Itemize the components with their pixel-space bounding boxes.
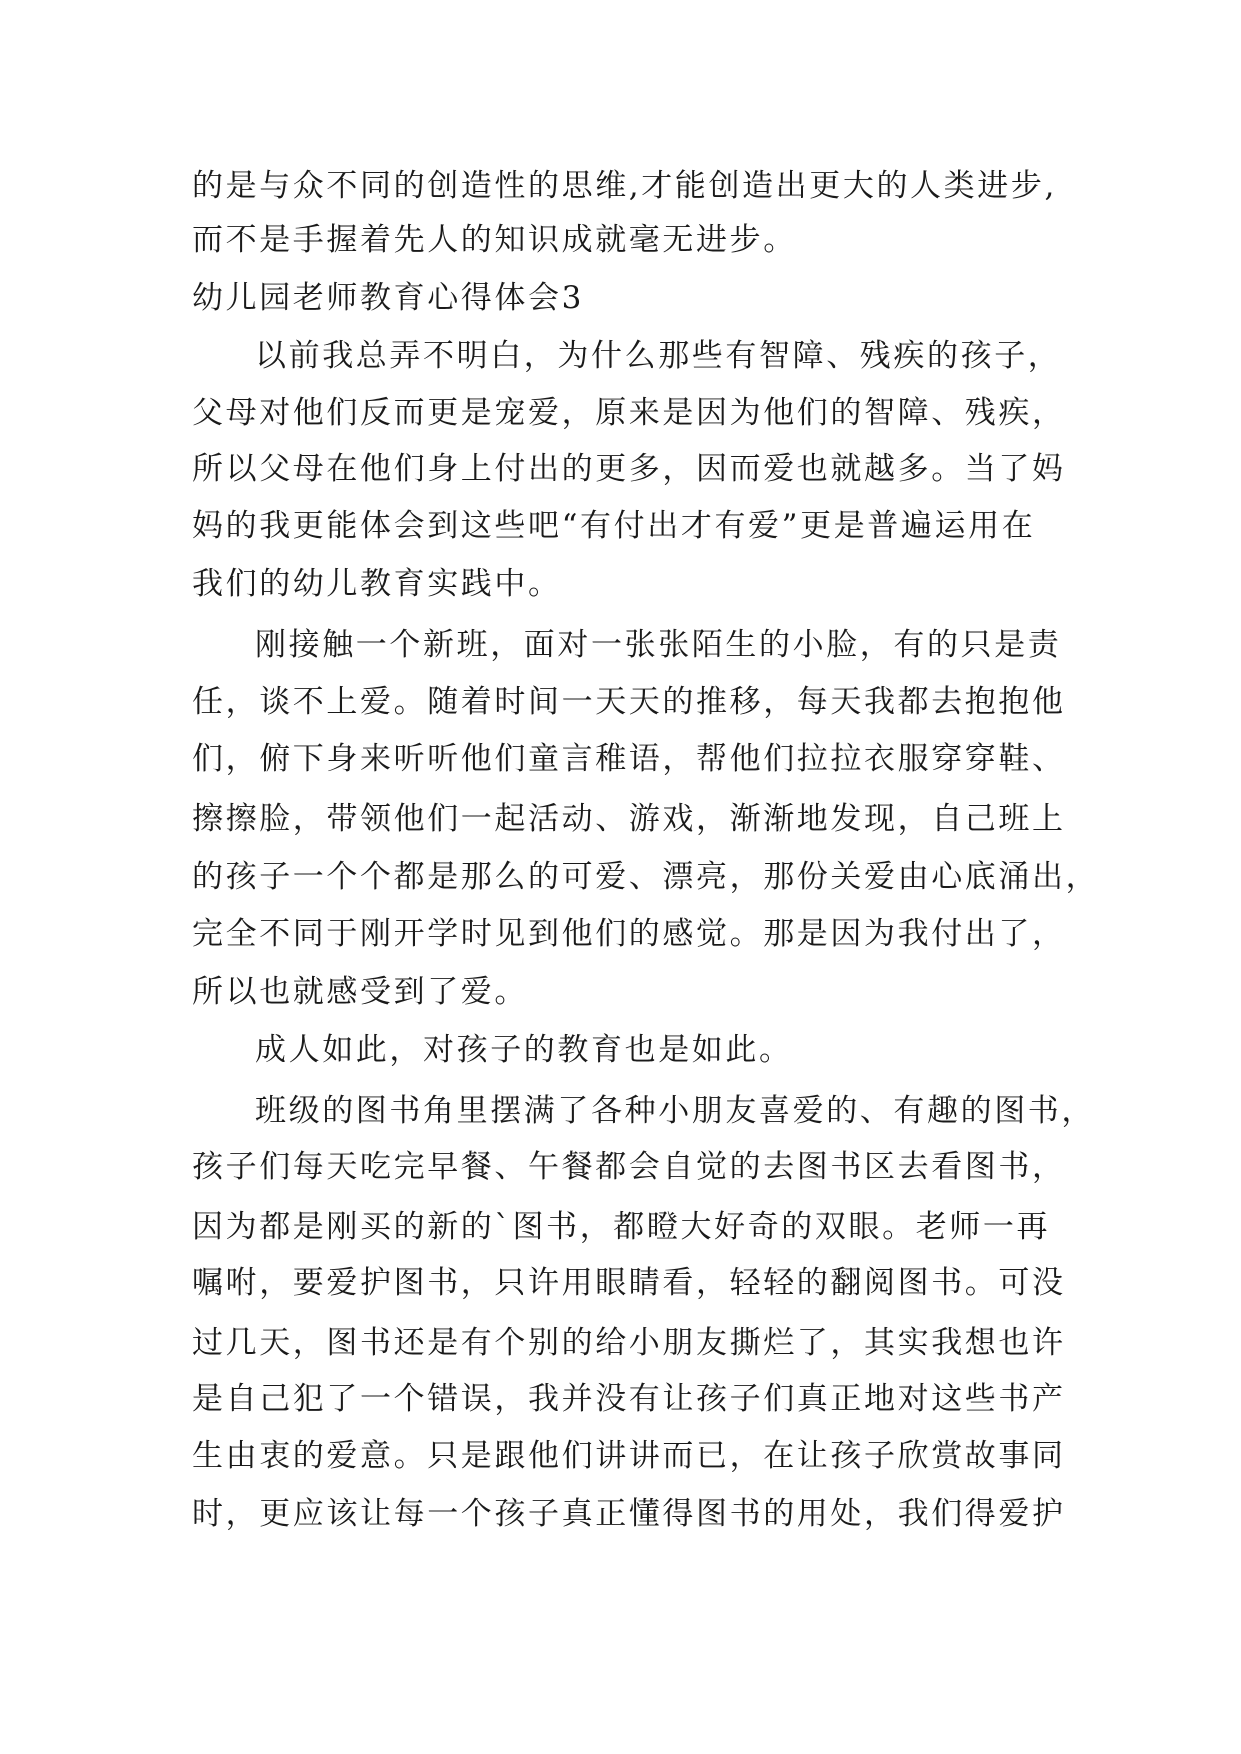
text-line: 的孩子一个个都是那么的可爱、漂亮，那份关爱由心底涌出， xyxy=(192,859,1100,895)
text-line: 所以父母在他们身上付出的更多，因而爱也就越多。当了妈 xyxy=(192,451,1066,487)
text-line: 父母对他们反而更是宠爱，原来是因为他们的智障、残疾， xyxy=(192,395,1066,431)
text-line: 的是与众不同的创造性的思维,才能创造出更大的人类进步, xyxy=(192,168,1057,204)
text-line: 成人如此，对孩子的教育也是如此。 xyxy=(255,1032,793,1068)
text-line: 我们的幼儿教育实践中。 xyxy=(192,566,562,602)
text-line: 任，谈不上爱。随着时间一天天的推移，每天我都去抱抱他 xyxy=(192,684,1066,720)
text-line: 而不是手握着先人的知识成就毫无进步。 xyxy=(192,222,797,258)
text-line: 以前我总弄不明白，为什么那些有智障、残疾的孩子， xyxy=(255,338,1062,374)
text-line: 是自己犯了一个错误，我并没有让孩子们真正地对这些书产 xyxy=(192,1381,1066,1417)
text-line: 因为都是刚买的新的`图书，都瞪大好奇的双眼。老师一再 xyxy=(192,1209,1051,1245)
text-line: 班级的图书角里摆满了各种小朋友喜爱的、有趣的图书， xyxy=(255,1093,1095,1129)
text-line: 时，更应该让每一个孩子真正懂得图书的用处，我们得爱护 xyxy=(192,1496,1066,1532)
text-line: 擦擦脸，带领他们一起活动、游戏，渐渐地发现，自己班上 xyxy=(192,801,1066,837)
text-line: 所以也就感受到了爱。 xyxy=(192,974,528,1010)
text-line: 妈的我更能体会到这些吧“有付出才有爱”更是普遍运用在 xyxy=(192,508,1036,544)
text-line: 嘱咐，要爱护图书，只许用眼睛看，轻轻的翻阅图书。可没 xyxy=(192,1265,1066,1301)
text-line: 孩子们每天吃完早餐、午餐都会自觉的去图书区去看图书， xyxy=(192,1149,1066,1185)
text-line: 刚接触一个新班，面对一张张陌生的小脸，有的只是责 xyxy=(255,627,1062,663)
section-heading: 幼儿园老师教育心得体会3 xyxy=(192,280,584,316)
text-line: 过几天，图书还是有个别的给小朋友撕烂了，其实我想也许 xyxy=(192,1325,1066,1361)
text-line: 完全不同于刚开学时见到他们的感觉。那是因为我付出了， xyxy=(192,916,1066,952)
text-line: 生由衷的爱意。只是跟他们讲讲而已，在让孩子欣赏故事同 xyxy=(192,1438,1066,1474)
text-line: 们，俯下身来听听他们童言稚语，帮他们拉拉衣服穿穿鞋、 xyxy=(192,741,1066,777)
